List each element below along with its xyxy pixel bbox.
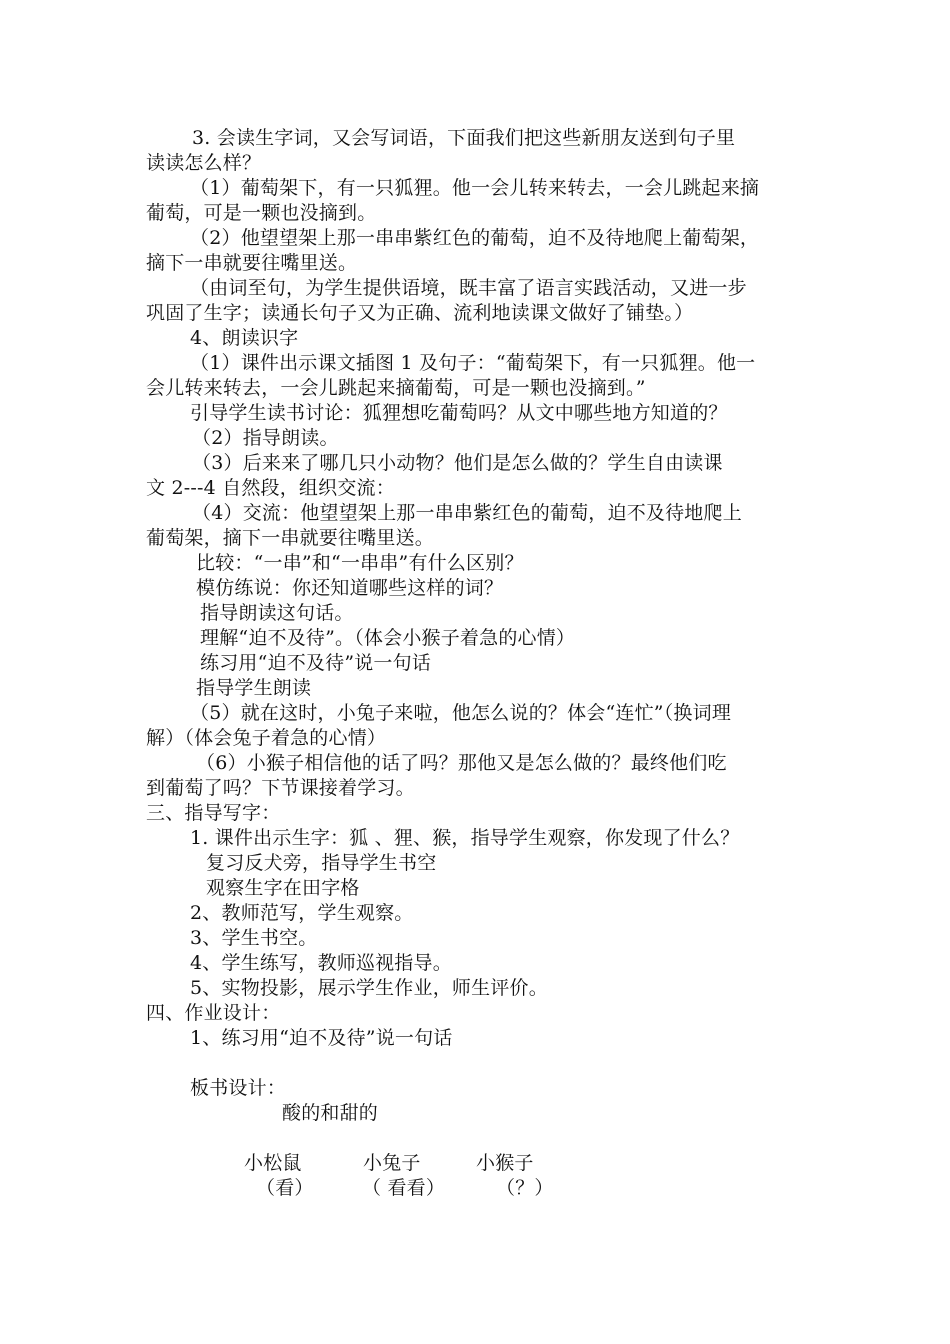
text-line: 1. 课件出示生字：狐 、狸、猴，指导学生观察，你发现了什么？ [190,827,740,849]
text-line: （2）指导朗读。 [192,427,339,449]
section-heading: 4、朗读识字 [190,327,299,349]
text-line: 比较：“一串”和“一串串”有什么区别？ [196,552,524,574]
text-line: 文 2---4 自然段，组织交流： [146,477,395,499]
text-line: （1）课件出示课文插图 1 及句子：“葡萄架下，有一只狐狸。他一 [190,352,756,374]
text-line: （1）葡萄架下，有一只狐狸。他一会儿转来转去，一会儿跳起来摘 [190,177,760,199]
text-line: 3. 会读生字词，又会写词语，下面我们把这些新朋友送到句子里 [192,127,736,149]
text-line: 1、练习用“迫不及待”说一句话 [190,1027,453,1049]
text-line: 模仿练说：你还知道哪些这样的词？ [196,577,504,599]
text-line: 4、学生练写，教师巡视指导。 [190,952,452,974]
section-heading: 四、作业设计： [146,1002,281,1024]
text-line: 理解“迫不及待”。（体会小猴子着急的心情） [200,627,576,649]
board-animal-squirrel: 小松鼠 [244,1152,302,1174]
text-line: 解）（体会兔子着急的心情） [146,727,387,749]
text-line: 3、学生书空。 [190,927,318,949]
board-animal-monkey: 小猴子 [476,1152,534,1174]
board-animal-rabbit: 小兔子 [363,1152,421,1174]
text-line: 观察生字在田字格 [206,877,360,899]
text-line: （5）就在这时，小兔子来啦，他怎么说的？体会“连忙”（换词理 [190,702,732,724]
section-heading: 三、指导写字： [146,802,281,824]
text-line: （由词至句，为学生提供语境，既丰富了语言实践活动，又进一步 [190,277,747,299]
board-note-monkey: （？） [496,1177,554,1199]
text-line: 2、教师范写，学生观察。 [190,902,414,924]
text-line: （6）小猴子相信他的话了吗？那他又是怎么做的？最终他们吃 [196,752,727,774]
text-line: 读读怎么样？ [146,152,262,174]
text-line: 指导学生朗读 [196,677,312,699]
text-line: 巩固了生字；读通长句子又为正确、流利地读课文做好了铺垫。） [146,302,694,324]
text-line: 到葡萄了吗？下节课接着学习。 [146,777,415,799]
text-line: 指导朗读这句话。 [200,602,354,624]
text-line: 会儿转来转去，一会儿跳起来摘葡萄，可是一颗也没摘到。” [146,377,646,399]
board-note-rabbit: （ 看看） [362,1177,446,1199]
text-line: （4）交流：他望望架上那一串串紫红色的葡萄，迫不及待地爬上 [192,502,742,524]
text-line: 引导学生读书讨论：狐狸想吃葡萄吗？从文中哪些地方知道的？ [190,402,728,424]
text-line: （2）他望望架上那一串串紫红色的葡萄，迫不及待地爬上葡萄架， [190,227,760,249]
board-design-label: 板书设计： [190,1077,287,1099]
text-line: 练习用“迫不及待”说一句话 [200,652,432,674]
text-line: 葡萄架，摘下一串就要往嘴里送。 [146,527,435,549]
text-line: 复习反犬旁，指导学生书空 [206,852,437,874]
text-line: 葡萄，可是一颗也没摘到。 [146,202,377,224]
board-note-squirrel: （看） [256,1177,314,1199]
text-line: （3）后来来了哪几只小动物？他们是怎么做的？学生自由读课 [192,452,723,474]
board-title: 酸的和甜的 [282,1102,379,1124]
text-line: 5、实物投影，展示学生作业，师生评价。 [190,977,548,999]
text-line: 摘下一串就要往嘴里送。 [146,252,358,274]
